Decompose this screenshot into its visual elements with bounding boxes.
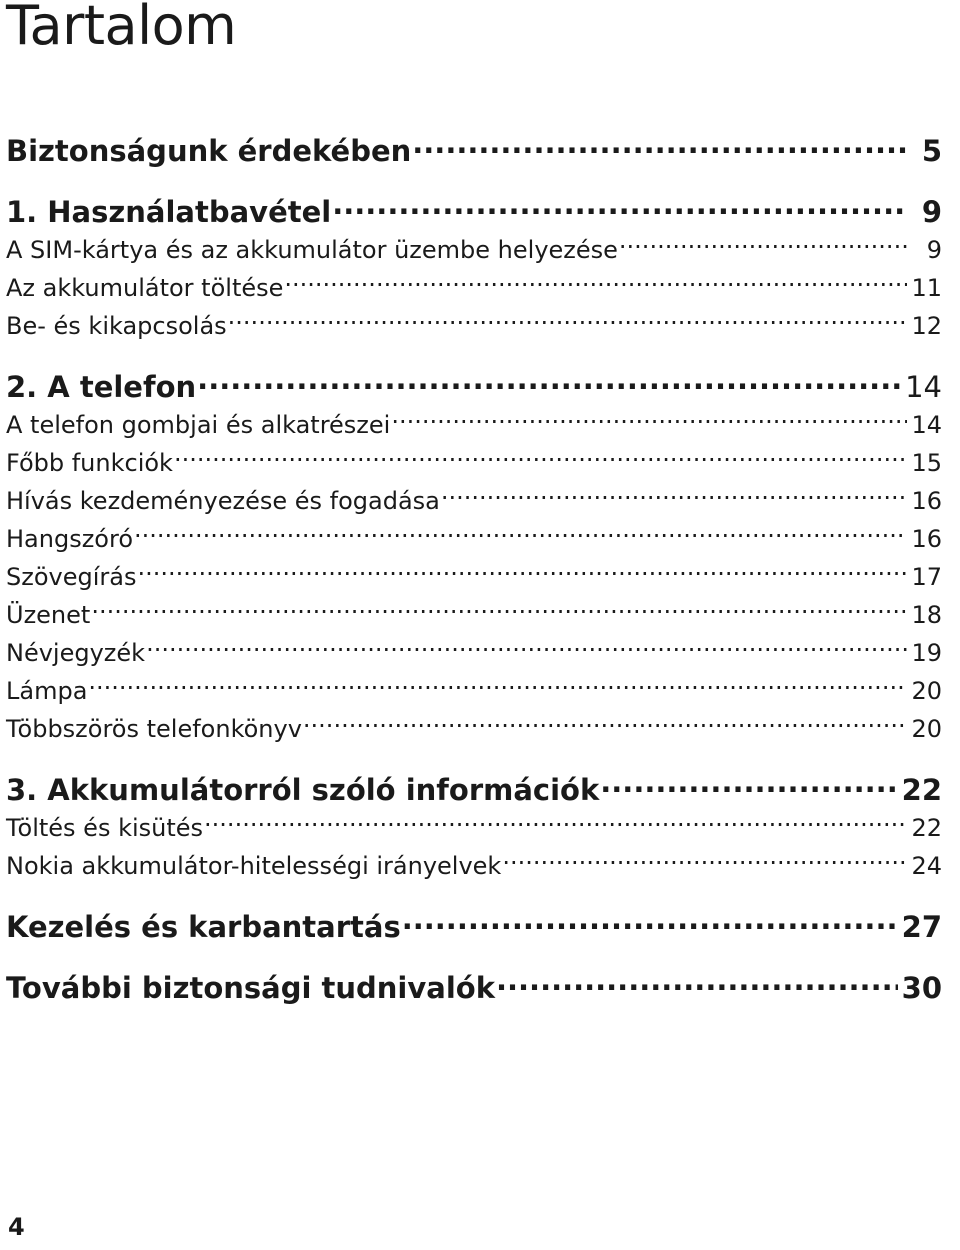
toc-entry-page: 14 [905, 370, 942, 404]
dot-leader [134, 523, 907, 547]
toc-entry[interactable] [6, 132, 942, 170]
toc-entry-page: 16 [911, 487, 942, 515]
toc-entry-page: 27 [901, 910, 942, 944]
toc-entry-page: 24 [911, 852, 942, 880]
dot-leader [391, 409, 907, 433]
toc-entry-page: 15 [911, 449, 942, 477]
toc-entry-page: 12 [911, 312, 942, 340]
dot-leader [496, 969, 898, 998]
toc-entry-title: 1. Használatbavétel [6, 195, 332, 229]
toc-entry-page: 9 [926, 236, 942, 264]
toc-entry[interactable] [6, 596, 942, 634]
toc-entry[interactable] [6, 908, 942, 946]
toc-entry-page: 22 [911, 814, 942, 842]
dot-leader [88, 675, 907, 699]
toc-entry-title: 2. A telefon [6, 370, 197, 404]
dot-leader [228, 310, 908, 334]
toc-entry-title: A SIM-kártya és az akkumulátor üzembe helyezése [6, 236, 618, 264]
toc-entry-title: Szövegírás [6, 563, 137, 591]
toc-entry[interactable] [6, 809, 942, 847]
toc-entry-title: 3. Akkumulátorról szóló információk [6, 773, 600, 807]
dot-leader [146, 637, 907, 661]
toc-entry-title: Főbb funkciók [6, 449, 173, 477]
dot-leader [91, 599, 907, 623]
toc-entry-title: Az akkumulátor töltése [6, 274, 284, 302]
toc-entry[interactable] [6, 406, 942, 444]
toc-entry[interactable] [6, 710, 942, 748]
toc-entry-page: 22 [901, 773, 942, 807]
toc-entry-title: Lámpa [6, 677, 88, 705]
dot-leader [284, 272, 907, 296]
toc-entry-page: 30 [901, 971, 942, 1005]
toc-entry[interactable] [6, 520, 942, 558]
toc-entry-page: 19 [911, 639, 942, 667]
toc-entry-page: 9 [921, 195, 942, 229]
toc-entry-title: Hangszóró [6, 525, 134, 553]
toc-entry[interactable] [6, 231, 942, 269]
dot-leader [619, 234, 908, 258]
dot-leader [332, 193, 908, 222]
toc-entry-title: Kezelés és karbantartás [6, 910, 401, 944]
dot-leader [441, 485, 908, 509]
toc-entry-page: 16 [911, 525, 942, 553]
dot-leader [600, 771, 897, 800]
toc-entry-title: További biztonsági tudnivalók [6, 971, 495, 1005]
dot-leader [303, 713, 908, 737]
toc-entry-title: Be- és kikapcsolás [6, 312, 227, 340]
toc-entry-title: Üzenet [6, 601, 91, 629]
page-title: Tartalom [6, 0, 237, 57]
dot-leader [197, 368, 901, 397]
toc-entry-title: Névjegyzék [6, 639, 146, 667]
toc-entry[interactable] [6, 482, 942, 520]
toc-entry[interactable] [6, 269, 942, 307]
dot-leader [502, 850, 907, 874]
dot-leader [174, 447, 908, 471]
toc-entry[interactable] [6, 558, 942, 596]
page-number: 4 [8, 1213, 25, 1241]
toc-entry-title: Többszörös telefonkönyv [6, 715, 302, 743]
toc-entry-page: 17 [911, 563, 942, 591]
toc-entry[interactable] [6, 193, 942, 231]
dot-leader [137, 561, 907, 585]
toc-entry[interactable] [6, 634, 942, 672]
toc-entry-page: 20 [911, 677, 942, 705]
dot-leader [402, 908, 898, 937]
toc-entry-page: 18 [911, 601, 942, 629]
toc-entry[interactable] [6, 847, 942, 885]
toc-entry[interactable] [6, 444, 942, 482]
toc-entry[interactable] [6, 969, 942, 1007]
toc-entry[interactable] [6, 771, 942, 809]
toc-entry-title: Nokia akkumulátor-hitelességi irányelvek [6, 852, 502, 880]
toc-entry-page: 11 [911, 274, 942, 302]
toc-entry-page: 20 [911, 715, 942, 743]
toc-entry-title: A telefon gombjai és alkatrészei [6, 411, 391, 439]
toc-entry-title: Biztonságunk érdekében [6, 134, 412, 168]
toc-entry-title: Töltés és kisütés [6, 814, 204, 842]
toc-entry[interactable] [6, 307, 942, 345]
dot-leader [204, 812, 907, 836]
toc-entry-title: Hívás kezdeményezése és fogadása [6, 487, 440, 515]
dot-leader [412, 132, 908, 161]
table-of-contents [6, 132, 942, 1007]
toc-entry[interactable] [6, 672, 942, 710]
toc-entry-page: 5 [921, 134, 942, 168]
toc-entry-page: 14 [911, 411, 942, 439]
toc-entry[interactable] [6, 368, 942, 406]
